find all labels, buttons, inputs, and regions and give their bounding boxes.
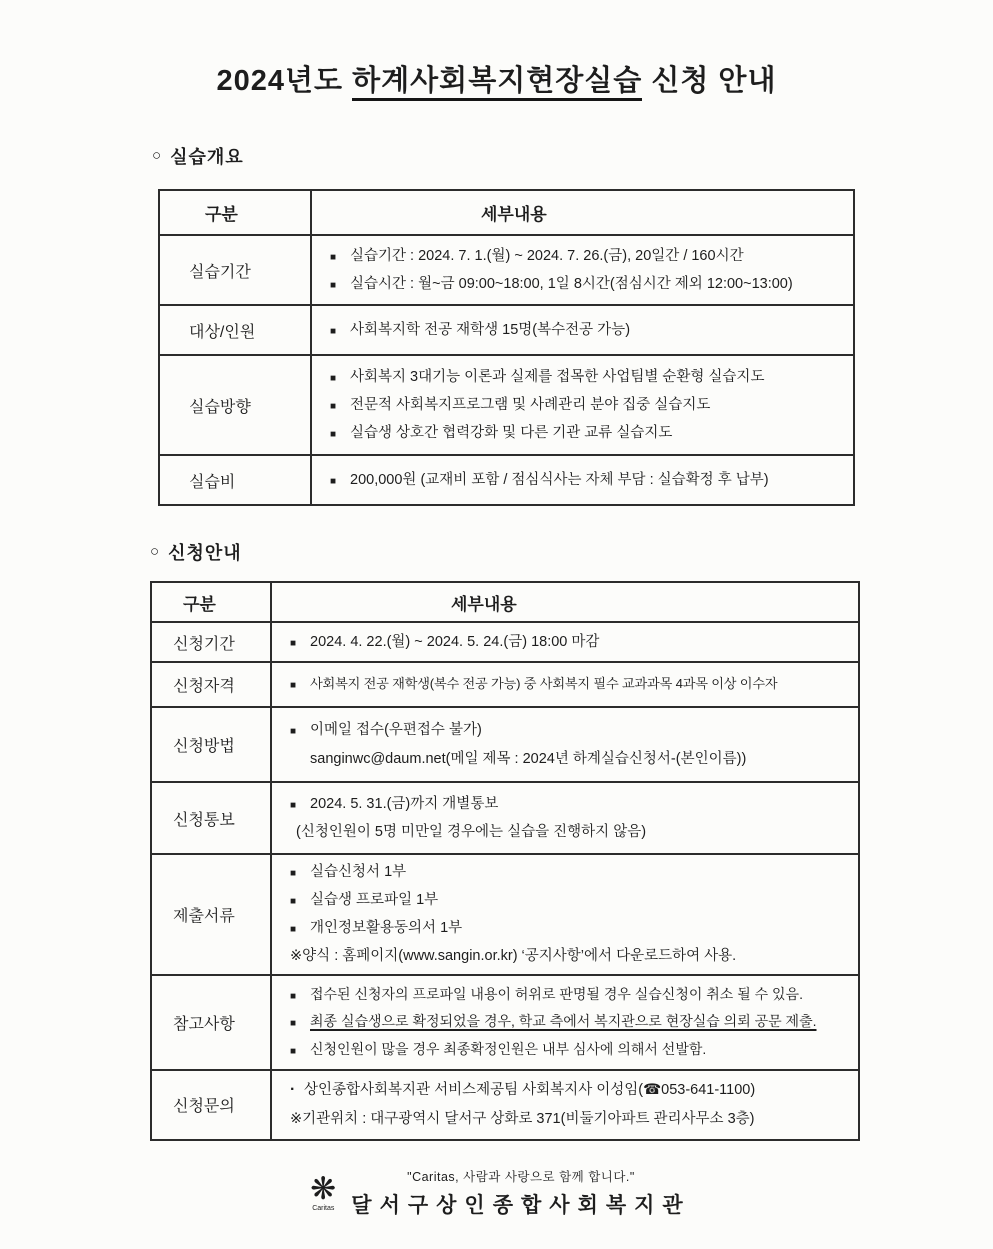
bullet-icon: ■ [330,400,337,412]
table-row [159,235,854,305]
document-title [0,0,993,99]
row-label: 신청자격 [151,662,271,707]
footer [0,1167,993,1219]
caritas-logo-icon: ❋ [310,1170,337,1206]
row-label: 신청방법 [151,707,271,782]
row-label: 신청기간 [151,622,271,662]
content-line [290,891,848,909]
line-text: 접수된 신청자의 프로파일 내용이 허위로 판명될 경우 실습신청이 취소 될 수 있음. [310,985,803,1002]
bullet-icon: ■ [290,868,297,879]
dot-icon: · [290,1081,296,1099]
table-row [159,305,854,355]
row-content [271,854,859,975]
line-text: ※기관위치 : 대구광역시 달서구 상화로 371(비둘기아파트 관리사무소 3층) [290,1111,755,1128]
bullet-icon: ■ [330,280,337,291]
circle-marker-icon: ○ [150,542,161,560]
line-text: ※양식 : 홈페이지(www.sangin.or.kr) ‘공지사항’에서 다운로드하여 사용. [290,948,737,965]
line-text: 2024. 5. 31.(금)까지 개별통보 [310,795,499,812]
table-row [151,622,859,662]
content-line [290,947,848,965]
bullet-icon: ■ [290,799,297,811]
title-underlined: 하계사회복지현장실습 [352,65,642,101]
row-content [271,1070,859,1140]
row-content [271,662,859,707]
bullet-icon: ■ [290,924,297,936]
row-label: 실습비 [159,455,311,505]
row-content [311,235,854,305]
content-line [290,750,848,768]
circle-marker-icon: ○ [152,146,163,164]
row-label: 신청문의 [151,1070,271,1140]
content-line [290,823,848,841]
row-content [271,707,859,782]
line-text: 200,000원 (교재비 포함 / 점심식사는 자체 부담 : 실습확정 후 납부) [350,471,769,488]
content-line [290,1013,848,1031]
line-text: 사회복지 3대기능 이론과 실제를 접목한 사업팀별 순환형 실습지도 [350,368,765,385]
row-content [311,355,854,455]
row-label: 대상/인원 [159,305,311,355]
content-line [290,795,848,813]
column-header-details: 세부내용 [271,582,859,622]
content-line [290,1080,848,1100]
bullet-icon: ■ [330,325,337,337]
column-header-category: 구분 [151,582,271,622]
row-label: 실습방향 [159,355,311,455]
table-header-row [151,582,859,622]
bullet-icon: ■ [330,251,337,263]
row-label: 참고사항 [151,975,271,1070]
table-row [151,662,859,707]
bullet-icon: ■ [290,1018,297,1030]
bullet-icon: ■ [330,429,337,441]
bullet-icon: ■ [290,990,297,1002]
content-line [290,721,848,739]
row-content [271,622,859,662]
section-application-label: 신청안내 [168,543,242,563]
title-prefix: 2024년도 [216,65,344,97]
line-text: 2024. 4. 22.(월) ~ 2024. 5. 24.(금) 18:00 마감 [310,633,600,650]
line-text: 개인정보활용동의서 1부 [310,920,463,937]
content-line [290,919,848,937]
content-line [330,396,843,414]
line-text: 실습생 상호간 협력강화 및 다른 기관 교류 실습지도 [350,425,673,442]
bullet-icon: ■ [330,372,337,384]
content-line [330,247,843,265]
footer-slogan: "Caritas, 사람과 사랑으로 함께 합니다." [407,1169,635,1184]
content-line [330,368,843,386]
line-text: 이메일 접수(우편접수 불가) [310,722,482,739]
table-row [151,854,859,975]
content-line [330,275,843,293]
row-content [271,975,859,1070]
content-line [330,471,843,489]
line-text: 사회복지 전공 재학생(복수 전공 가능) 중 사회복지 필수 교과과목 4과목 이상 이수자 [310,676,778,692]
bullet-icon: ■ [290,726,297,738]
line-text: sanginwc@daum.net(메일 제목 : 2024년 하계실습신청서-(본인이름)) [310,750,747,767]
row-label: 실습기간 [159,235,311,305]
line-text: 실습생 프로파일 1부 [310,892,439,909]
row-content [271,782,859,854]
bullet-icon: ■ [290,680,297,692]
line-text: 신청인원이 많을 경우 최종확정인원은 내부 심사에 의해서 선발함. [310,1040,707,1057]
bullet-icon: ■ [290,637,297,649]
content-line [290,1041,848,1059]
content-line [330,321,843,339]
line-text: 최종 실습생으로 확정되었을 경우, 학교 측에서 복지관으로 현장실습 의뢰 공문 제출. [310,1013,817,1030]
overview-table [158,189,855,506]
bullet-icon: ■ [290,896,297,908]
line-text: 실습시간 : 월~금 09:00~18:00, 1일 8시간(점심시간 제외 12:00~13:00) [350,276,793,292]
row-content [311,305,854,355]
section-application-heading [150,539,993,565]
row-content [311,455,854,505]
line-text: 실습기간 : 2024. 7. 1.(월) ~ 2024. 7. 26.(금), 20일간 / 160시간 [350,247,744,264]
content-line [290,633,848,651]
content-line [330,424,843,442]
content-line [290,1110,848,1128]
content-line [290,986,848,1004]
caritas-logo [302,1170,344,1213]
application-table [150,581,860,1141]
title-suffix: 신청 안내 [651,65,777,97]
table-row [151,975,859,1070]
line-text: 실습신청서 1부 [310,864,407,880]
column-header-category: 구분 [159,190,311,235]
row-label: 신청통보 [151,782,271,854]
column-header-details: 세부내용 [311,190,854,235]
line-text: 상인종합사회복지관 서비스제공팀 사회복지사 이성임(☎053-641-1100) [304,1082,756,1099]
bullet-icon: ■ [290,1045,297,1057]
section-overview-label: 실습개요 [170,147,244,167]
caritas-logo-caption: Caritas [312,1204,335,1212]
table-header-row [159,190,854,235]
section-overview-heading [152,143,993,169]
line-text: (신청인원이 5명 미만일 경우에는 실습을 진행하지 않음) [296,824,647,840]
content-line [290,863,848,881]
content-line [290,676,848,693]
bullet-icon: ■ [330,475,337,487]
line-text: 전문적 사회복지프로그램 및 사례관리 분야 집중 실습지도 [350,396,711,413]
footer-org-name: 달서구상인종합사회복지관 [351,1193,691,1217]
table-row [151,707,859,782]
table-row [159,455,854,505]
table-row [151,782,859,854]
table-row [151,1070,859,1140]
table-row [159,355,854,455]
line-text: 사회복지학 전공 재학생 15명(복수전공 가능) [350,321,631,338]
row-label: 제출서류 [151,854,271,975]
